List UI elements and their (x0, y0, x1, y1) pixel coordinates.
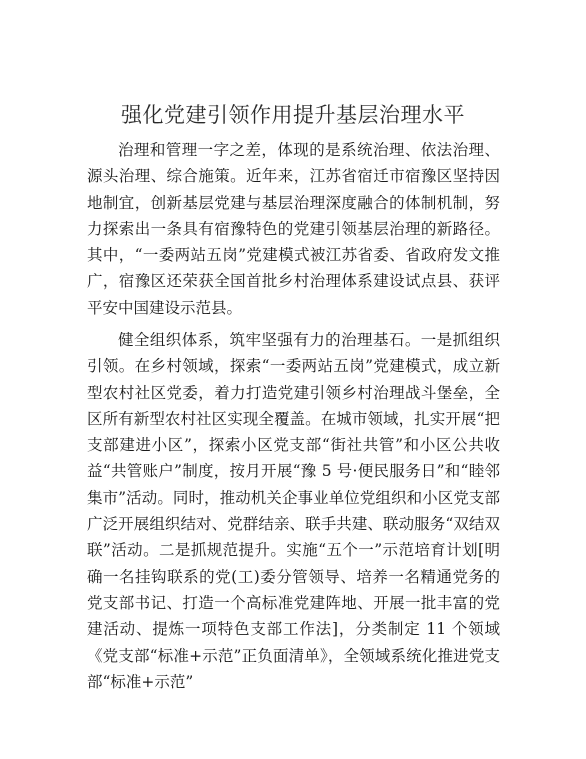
paragraph-organization-system: 健全组织体系，筑牢坚强有力的治理基石。一是抓组织引领。在乡村领域，探索“一委两站五岗”党建模式，成立新型农村社区党委，着力打造党建引领乡村治理战斗堡垒，全区所有新型农村社区实现全覆盖。在城市领域，扎实开展“把支部建进小区”，探索小区党支部“街社共管”和小区公共收益“共管账户”制度，按月开展“豫 5 号·便民服务日”和“睦邻集市”活动。同时，推动机关企事业单位党组织和小区党支部广泛开展组织结对、党群结亲、联手共建、联动服务“双结双联”活动。二是抓规范提升。实施“五个一”示范培育计划[明确一名挂钩联系的党(工)委分管领导、培养一名精通党务的党支部书记、打造一个高标准党建阵地、开展一批丰富的党建活动、提炼一项特色支部工作法]，分类制定 11 个领域《党支部“标准+示范”正负面清单》，全领域系统化推进党支部“标准+示范” (87, 331, 500, 691)
paragraph-intro: 治理和管理一字之差，体现的是系统治理、依法治理、源头治理、综合施策。近年来，江苏省宿迁市宿豫区坚持因地制宜，创新基层党建与基层治理深度融合的体制机制，努力探索出一条具有宿豫特色的党建引领基层治理的新路径。其中，“一委两站五岗”党建模式被江苏省委、省政府发文推广，宿豫区还荣获全国首批乡村治理体系建设试点县、获评平安中国建设示范县。 (87, 141, 500, 317)
document-title: 强化党建引领作用提升基层治理水平 (121, 103, 465, 127)
